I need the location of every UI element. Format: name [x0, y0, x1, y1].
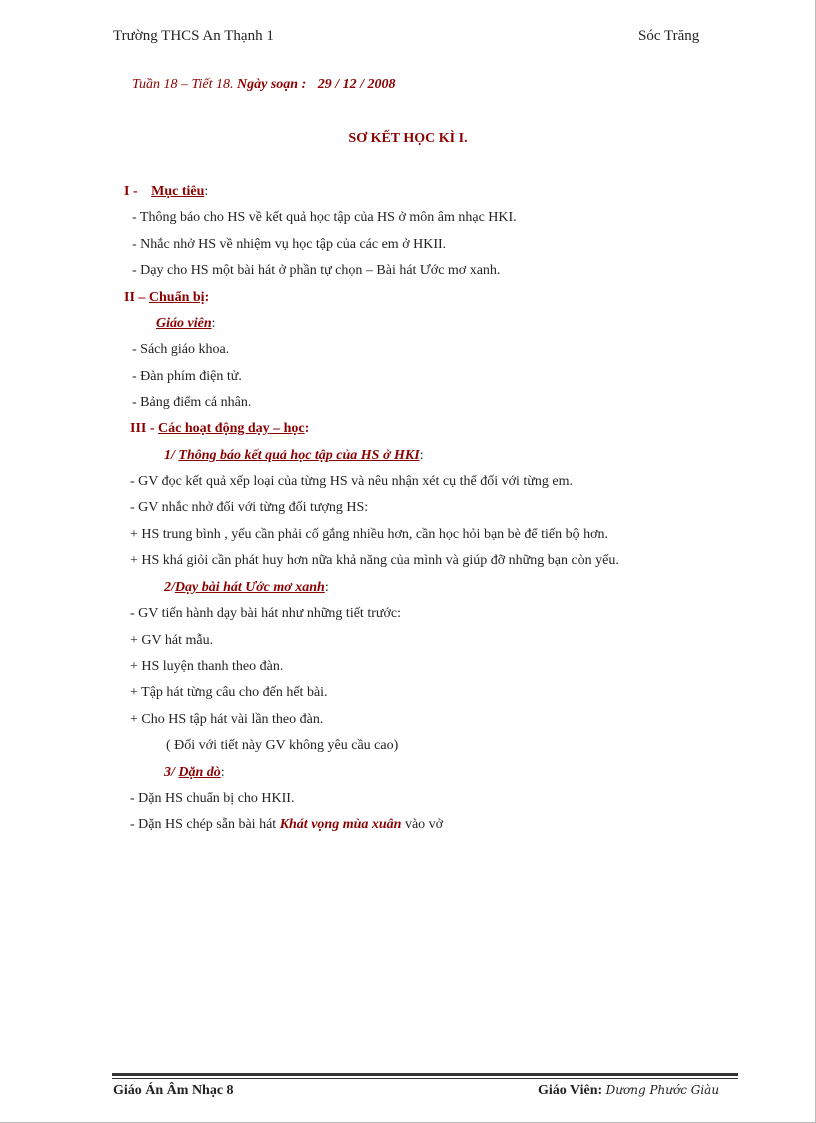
section-1-number: I -	[124, 184, 138, 199]
list-item: + Cho HS tập hát vài lần theo đàn.	[130, 712, 324, 727]
list-item: - Sách giáo khoa.	[132, 342, 230, 357]
list-item: + HS trung bình , yếu cần phải cố gắng nhiều hơn, cần học hỏi bạn bè để tiến bộ hơn.	[130, 527, 608, 542]
list-item: - Bảng điểm cá nhân.	[132, 395, 252, 410]
part-1-label: Thông báo kết quả học tập của HS ở HKI	[178, 448, 420, 463]
list-item: + Tập hát từng câu cho đến hết bài.	[130, 685, 328, 700]
part-3-heading	[164, 765, 225, 781]
part-1-heading	[164, 448, 424, 464]
song-suffix: vào vở	[404, 817, 444, 832]
song-title: Khát vọng mùa xuân	[279, 817, 402, 832]
teacher-signature: Dương Phước Giàu	[605, 1083, 720, 1097]
part-2-number: 2/	[164, 580, 175, 595]
section-1-suffix: :	[204, 184, 209, 199]
part-3-number: 3/	[164, 765, 175, 780]
list-item: - Đàn phím điện tử.	[132, 369, 242, 384]
part-2-suffix: :	[324, 580, 329, 595]
song-prefix: - Dặn HS chép sẵn bài hát	[130, 817, 277, 832]
section-2-heading	[124, 290, 209, 306]
section-2-number: II –	[124, 290, 146, 305]
week-lesson: Tuần 18 – Tiết 18.	[132, 77, 234, 92]
footer-course: Giáo Án Âm Nhạc 8	[113, 1083, 234, 1098]
section-2-label: Chuẩn bị	[148, 290, 205, 305]
footer-rule-thin	[112, 1078, 738, 1079]
part-3-label: Dặn dò	[178, 765, 221, 780]
footer-teacher-label: Giáo Viên:	[538, 1083, 603, 1098]
list-item: + GV hát mẫu.	[130, 633, 214, 648]
list-item: - Dặn HS chuẩn bị cho HKII.	[130, 791, 295, 806]
list-item: - Nhắc nhở HS về nhiệm vụ học tập của các em ở HKII.	[132, 237, 447, 252]
list-item: - GV đọc kết quả xếp loại của từng HS và nêu nhận xét cụ thể đối với từng em.	[130, 474, 573, 489]
section-3-suffix: :	[304, 421, 310, 436]
list-item: - Dạy cho HS một bài hát ở phần tự chọn – Bài hát Ước mơ xanh.	[132, 263, 501, 278]
note-line: ( Đối với tiết này GV không yêu cầu cao)	[166, 738, 399, 753]
section-1-label: Mục tiêu	[151, 184, 205, 199]
section-1-heading	[124, 184, 208, 200]
province-name: Sóc Trăng	[638, 28, 700, 44]
part-1-suffix: :	[419, 448, 424, 463]
section-2-suffix: :	[204, 290, 210, 305]
list-item: - GV tiến hành dạy bài hát như những tiết trước:	[130, 606, 401, 621]
footer-rule-thick	[112, 1073, 738, 1076]
section-3-heading	[130, 421, 309, 437]
date-value: 29 / 12 / 2008	[317, 77, 396, 92]
list-item: + HS luyện thanh theo đàn.	[130, 659, 284, 674]
school-name: Trường THCS An Thạnh 1	[113, 28, 274, 44]
lesson-meta	[132, 77, 396, 93]
page-title: SƠ KẾT HỌC KÌ I.	[348, 131, 468, 146]
part-3-suffix: :	[220, 765, 225, 780]
part-2-heading	[164, 580, 329, 596]
part-2-label: Dạy bài hát Ước mơ xanh	[174, 580, 325, 595]
part-1-number: 1/	[164, 448, 175, 463]
footer-teacher	[538, 1083, 719, 1099]
date-label: Ngày soạn :	[237, 77, 307, 92]
section-3-number: III -	[130, 421, 155, 436]
list-item: - Thông báo cho HS về kết quả học tập của HS ở môn âm nhạc HKI.	[132, 210, 517, 225]
list-item-song	[130, 817, 443, 833]
teacher-sublabel: Giáo viên	[156, 316, 212, 331]
list-item: + HS khá giỏi cần phát huy hơn nữa khả năng của mình và giúp đỡ những bạn còn yếu.	[130, 553, 619, 568]
list-item: - GV nhắc nhở đối với từng đối tượng HS:	[130, 500, 369, 515]
teacher-subheading	[156, 316, 216, 332]
section-3-label: Các hoạt động dạy – học	[158, 421, 305, 436]
teacher-subsuffix: :	[211, 316, 216, 331]
